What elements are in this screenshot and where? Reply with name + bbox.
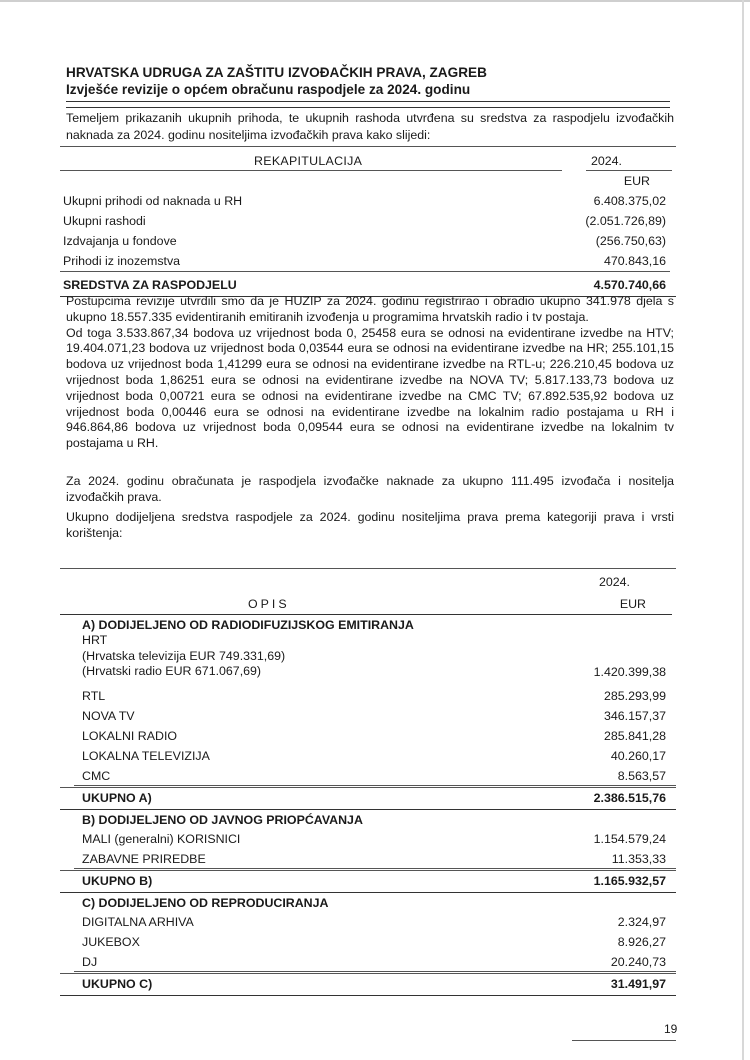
recap-row (60, 191, 676, 211)
recap-row-label: Ukupni prihodi od naknada u RH (63, 194, 243, 208)
header-double-rule (66, 101, 670, 108)
hrt-value: 1.420.399,38 (593, 665, 666, 679)
table-row (74, 951, 676, 972)
section-a-title (60, 615, 676, 633)
recap-row (60, 251, 670, 272)
subtotal-c-row (60, 973, 676, 996)
table-row (60, 828, 676, 848)
hrt-row (60, 633, 676, 685)
row-value: 285.841,28 (603, 729, 666, 743)
row-value: 8.926,27 (617, 935, 666, 949)
recap-row-value: 470.843,16 (603, 254, 666, 268)
audit-paragraph-intro: Postupcima revizije utvrdili smo da je HUZIP za 2024. godinu registrirao i obradio ukupno 341.978 djela s ukupno 18.557.335 evidentiranih emitiranih izvođenja u programima hrvatskih radio i tv postaja. (66, 294, 674, 324)
row-value: 11.353,33 (611, 852, 666, 866)
recap-row-label: Prihodi iz inozemstva (63, 254, 181, 268)
row-label: CMC (82, 769, 111, 783)
allocation-paragraph: Ukupno dodijeljena sredstva raspodjele za 2024. godinu nositeljima prava prema kategoriji prava i vrsti korištenja: (66, 510, 674, 540)
recap-total-value: 4.570.740,66 (593, 278, 666, 292)
page-number: 19 (664, 1022, 678, 1036)
row-label: DIGITALNA ARHIVA (82, 915, 194, 929)
hrt-label: HRT (82, 633, 108, 647)
recap-currency-row (60, 171, 676, 191)
intro-paragraph: Temeljem prikazanih ukupnih prihoda, te ukupnih rashoda utvrđena su sredstva za raspodjelu izvođačkih naknada za 2024. godinu nositeljima izvođačkih prava kako slijedi: (66, 111, 674, 142)
subtotal-b-value: 1.165.932,57 (593, 874, 666, 888)
distribution-opis: OPIS (248, 597, 290, 611)
table-row (60, 931, 676, 951)
subtotal-a-value: 2.386.515,76 (593, 791, 666, 805)
recap-year: 2024. (590, 154, 622, 168)
distribution-currency: EUR (619, 597, 646, 611)
row-label: LOKALNA TELEVIZIJA (82, 749, 210, 763)
row-value: 40.260,17 (610, 749, 666, 763)
row-label: ZABAVNE PRIREDBE (82, 852, 206, 866)
audit-paragraph-points: Od toga 3.533.867,34 bodova uz vrijednost boda 0, 25458 eura se odnosi na evidentirane izvedbe na HTV; 19.404.071,23 bodova uz vrijednost boda 0,03544 eura se odnosi na evidentirane izvedbe na HR; 255.101,15 bodova uz vrijednost boda 1,41299 eura se odnosi na evidentirane izvedbe na RTL-u; 226.210,45 bodova uz vrijednost boda 1,86251 eura se odnosi na evidentirane izvedbe na NOVA TV; 5.817.133,73 bodova uz vrijednost boda 0,00721 eura se odnosi na evidentirane izvedbe na CMC TV; 67.892.535,92 bodova uz vrijednost boda 0,00446 eura se odnosi na evidentirane izvedbe na lokalnim radio postajama u RH i 946.864,86 bodova uz vrijednost boda 0,09544 eura se odnosi na evidentirane izvedbe na lokalnim tv postajama u RH. (66, 325, 674, 451)
recap-table (60, 146, 676, 297)
distribution-table (60, 568, 676, 996)
recap-row (60, 211, 676, 231)
section-b-title (60, 810, 676, 828)
scan-right-edge (742, 0, 744, 1060)
row-label: LOKALNI RADIO (82, 729, 178, 743)
row-label: RTL (82, 689, 106, 703)
section-c-title-text: C) DODIJELJENO OD REPRODUCIRANJA (82, 896, 329, 910)
recap-row-label: Ukupni rashodi (63, 214, 146, 228)
recap-total-label: SREDSTVA ZA RASPODJELU (63, 278, 237, 292)
row-value: 20.240,73 (610, 955, 666, 969)
report-subtitle: Izvješće revizije o općem obračunu raspodjele za 2024. godinu (66, 82, 471, 97)
distribution-header (60, 569, 676, 615)
subtotal-a-label: UKUPNO A) (82, 791, 152, 805)
row-value: 285.293,99 (603, 689, 666, 703)
table-row (60, 911, 676, 931)
subtotal-c-label: UKUPNO C) (82, 977, 153, 991)
table-row (60, 705, 676, 725)
table-row (74, 765, 676, 786)
subtotal-b-label: UKUPNO B) (82, 874, 153, 888)
row-label: NOVA TV (82, 709, 135, 723)
distribution-year: 2024. (598, 575, 630, 589)
recap-row-value: 6.408.375,02 (593, 194, 666, 208)
row-value: 8.563,57 (617, 769, 666, 783)
hrt-radio-detail: (Hrvatski radio EUR 671.067,69) (82, 664, 262, 678)
hrt-labels (82, 633, 285, 680)
subtotal-a-row (60, 787, 676, 810)
section-b-title-text: B) DODIJELJENO OD JAVNOG PRIOPĆAVANJA (82, 813, 363, 827)
recap-row (60, 231, 676, 251)
audit-paragraph (66, 294, 674, 452)
table-row (74, 848, 676, 869)
subtotal-b-row (60, 870, 676, 893)
section-c-title (60, 893, 676, 911)
recap-row-label: Izdvajanja u fondove (63, 234, 177, 248)
recap-currency: EUR (623, 174, 650, 188)
row-value: 346.157,37 (603, 709, 666, 723)
subtotal-c-value: 31.491,97 (610, 977, 666, 991)
hrt-tv-detail: (Hrvatska televizija EUR 749.331,69) (82, 648, 286, 663)
performers-paragraph: Za 2024. godinu obračunata je raspodjela izvođačke naknade za ukupno 111.495 izvođača i nositelja izvođačkih prava. (66, 474, 674, 504)
row-value: 2.324,97 (617, 915, 666, 929)
recap-heading: REKAPITULACIJA (254, 154, 363, 168)
table-row (60, 745, 676, 765)
document-header (66, 64, 670, 98)
recap-row-value: (256.750,63) (595, 234, 666, 248)
row-label: DJ (82, 955, 98, 969)
recap-header (60, 147, 676, 171)
row-value: 1.154.579,24 (593, 832, 666, 846)
row-label: JUKEBOX (82, 935, 140, 949)
scan-top-edge (0, 0, 750, 2)
page-number-rule (572, 1040, 676, 1041)
row-label: MALI (generalni) KORISNICI (82, 832, 241, 846)
table-row (60, 725, 676, 745)
organization-title: HRVATSKA UDRUGA ZA ZAŠTITU IZVOĐAČKIH PRAVA, ZAGREB (66, 65, 487, 80)
recap-row-value: (2.051.726,89) (585, 214, 666, 228)
section-a-title-text: A) DODIJELJENO OD RADIODIFUZIJSKOG EMITIRANJA (82, 618, 414, 632)
table-row (60, 685, 676, 705)
